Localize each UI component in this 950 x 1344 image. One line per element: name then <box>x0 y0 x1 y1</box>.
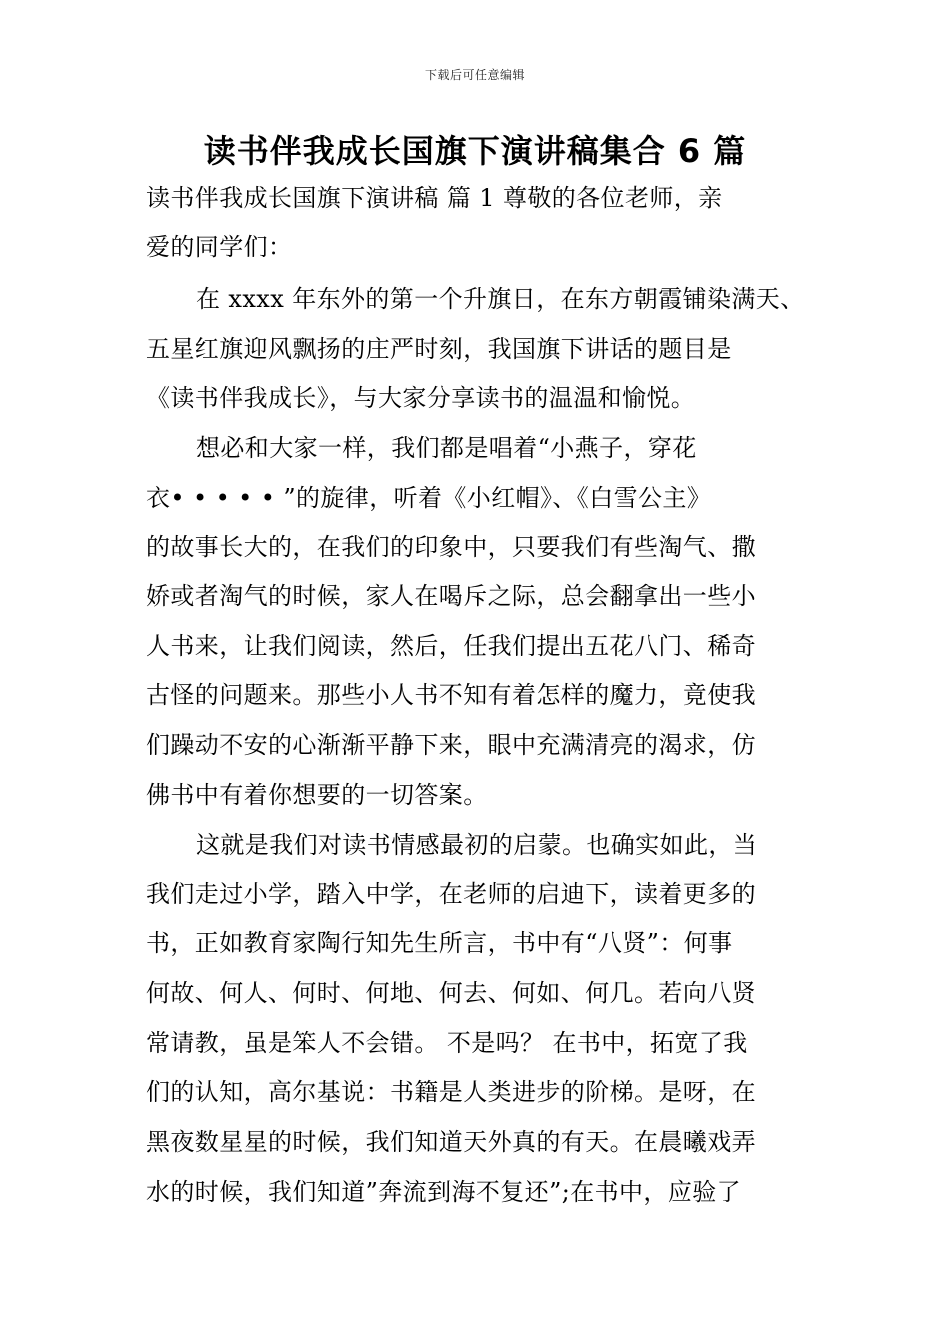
text-line: 衣• • • • • ”的旋律，听着《小红帽》、《白雪公主》 <box>146 484 712 512</box>
text-line: 的故事长大的，在我们的印象中，只要我们有些淘气、撒 <box>146 533 756 561</box>
text-line: 们的认知，高尔基说：书籍是人类进步的阶梯。是呀，在 <box>146 1078 756 1106</box>
text-line: 《读书伴我成长》，与大家分享读书的温温和愉悦。 <box>146 384 696 412</box>
text-line: 读书伴我成长国旗下演讲稿 篇 1 尊敬的各位老师，亲 <box>146 184 723 212</box>
text-line: 在 xxxx 年东外的第一个升旗日，在东方朝霞铺染满天、 <box>196 285 805 313</box>
text-line: 常请教，虽是笨人不会错。 不是吗？ 在书中，拓宽了我 <box>146 1029 748 1057</box>
text-line: 们躁动不安的心渐渐平静下来，眼中充满清亮的渴求，仿 <box>146 731 756 759</box>
text-line: 书，正如教育家陶行知先生所言，书中有“八贤”：何事 <box>146 929 733 957</box>
text-line: 我们走过小学，踏入中学，在老师的启迪下，读着更多的 <box>146 880 756 908</box>
page-title: 读书伴我成长国旗下演讲稿集合 6 篇 <box>203 132 747 170</box>
text-line: 人书来，让我们阅读，然后，任我们提出五花八门、稀奇 <box>146 632 756 660</box>
text-line: 古怪的问题来。那些小人书不知有着怎样的魔力，竟使我 <box>146 681 756 709</box>
text-line: 爱的同学们： <box>146 233 293 261</box>
text-line: 水的时候，我们知道”奔流到海不复还”;在书中，应验了 <box>146 1178 742 1206</box>
text-line: 五星红旗迎风飘扬的庄严时刻，我国旗下讲话的题目是 <box>146 335 732 363</box>
text-line: 这就是我们对读书情感最初的启蒙。也确实如此，当 <box>196 831 758 859</box>
text-line: 黑夜数星星的时候，我们知道天外真的有天。在晨曦戏弄 <box>146 1128 756 1156</box>
header-note: 下载后可任意编辑 <box>424 68 525 82</box>
text-line: 何故、何人、何时、何地、何去、何如、何几。若向八贤 <box>146 979 756 1007</box>
text-line: 娇或者淘气的时候，家人在喝斥之际，总会翻拿出一些小 <box>146 582 756 610</box>
text-line: 佛书中有着你想要的一切答案。 <box>146 781 488 809</box>
text-line: 想必和大家一样，我们都是唱着“小燕子，穿花 <box>196 434 697 462</box>
